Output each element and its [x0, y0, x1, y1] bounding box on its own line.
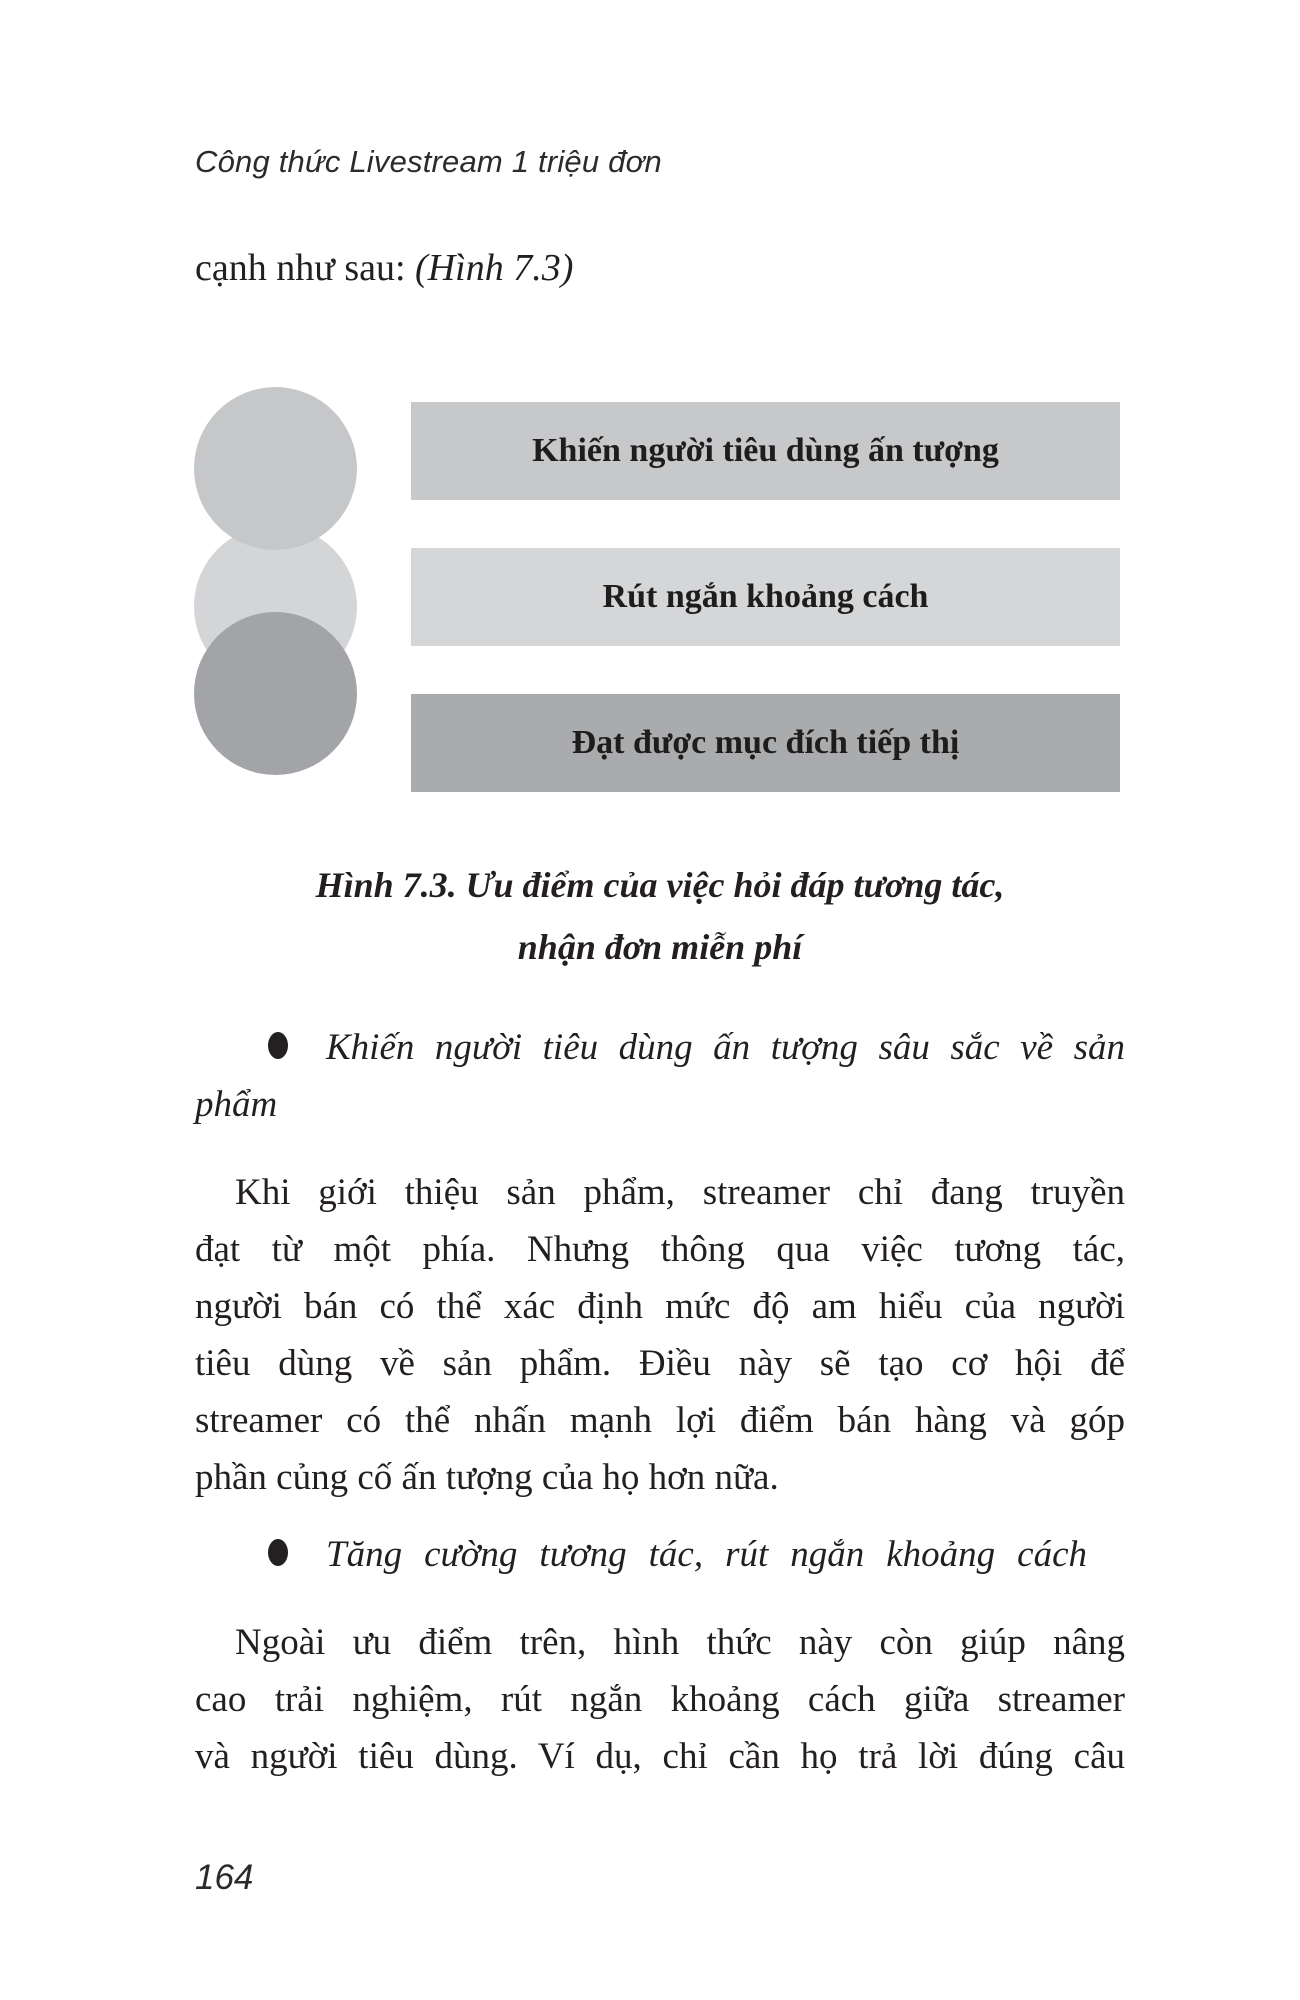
figure-caption-line-2: nhận đơn miễn phí	[517, 927, 803, 967]
figure-reference: (Hình 7.3)	[415, 247, 574, 289]
figure-box-2-label: Rút ngắn khoảng cách	[602, 578, 929, 615]
intro-text: cạnh như sau:	[195, 247, 416, 289]
figure-circle-bottom	[194, 612, 357, 775]
paragraph-line: đạt từ một phía. Nhưng thông qua việc tương tác,	[195, 1229, 1125, 1270]
paragraph-line: người bán có thể xác định mức độ am hiểu của người	[195, 1286, 1125, 1327]
bullet-item-1	[195, 1019, 1125, 1076]
paragraph-line: Khi giới thiệu sản phẩm, streamer chỉ đang truyền	[235, 1172, 1125, 1213]
figure-box-1-label: Khiến người tiêu dùng ấn tượng	[532, 432, 999, 469]
paragraph-line: phần củng cố ấn tượng của họ hơn nữa.	[195, 1457, 779, 1498]
figure-caption	[195, 854, 1125, 978]
figure-box-3-label: Đạt được mục đích tiếp thị	[571, 724, 960, 761]
figure-circle-top	[194, 387, 357, 550]
bullet-item-1-text: Khiến người tiêu dùng ấn tượng sâu sắc về sản	[326, 1027, 1125, 1068]
bullet-item-2	[195, 1526, 1125, 1583]
intro-line	[195, 246, 573, 290]
bullet-icon	[268, 1539, 288, 1566]
paragraph-line: và người tiêu dùng. Ví dụ, chỉ cần họ trả lời đúng câu	[195, 1736, 1125, 1777]
figure-box-1	[411, 402, 1120, 500]
page-number: 164	[195, 1858, 254, 1897]
figure-box-3	[411, 694, 1120, 792]
paragraph-line: tiêu dùng về sản phẩm. Điều này sẽ tạo cơ hội để	[195, 1343, 1125, 1384]
paragraph-line: cao trải nghiệm, rút ngắn khoảng cách giữa streamer	[195, 1679, 1125, 1720]
figure-box-2	[411, 548, 1120, 646]
paragraph-line: Ngoài ưu điểm trên, hình thức này còn giúp nâng	[235, 1622, 1125, 1663]
running-header: Công thức Livestream 1 triệu đơn	[195, 144, 662, 179]
bullet-item-1-continuation: phẩm	[195, 1084, 278, 1125]
paragraph-line: streamer có thể nhấn mạnh lợi điểm bán hàng và góp	[195, 1400, 1125, 1441]
bullet-item-2-text: Tăng cường tương tác, rút ngắn khoảng cách	[326, 1534, 1087, 1575]
bullet-icon	[268, 1032, 288, 1059]
figure-caption-line-1: Hình 7.3. Ưu điểm của việc hỏi đáp tương tác,	[315, 865, 1005, 905]
